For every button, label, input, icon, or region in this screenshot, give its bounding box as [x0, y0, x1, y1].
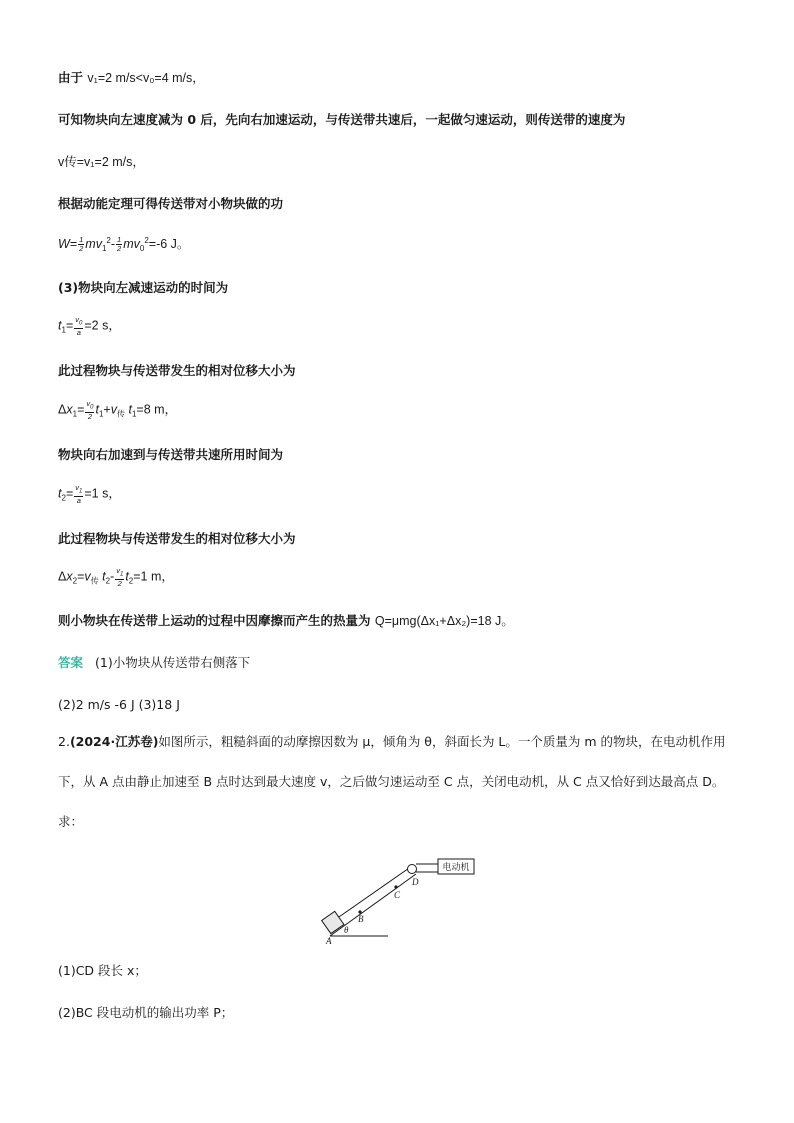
label-d: D [412, 877, 419, 887]
line-belt-speed: v传=v₁=2 m/s， [58, 155, 145, 169]
answer-line-1 [58, 654, 250, 672]
incline-figure [316, 856, 480, 946]
line-speed-compare [58, 69, 205, 87]
t2-result: =1 s， [84, 486, 121, 501]
line-work-intro: 根据动能定理可得传送带对小物块做的功 [58, 196, 284, 211]
answer-line-2: (2)2 m/s -6 J (3)18 J [58, 697, 180, 712]
line-t1-equation: $t_1=$ $\frac{v_0}{a}$ =2 s， [58, 315, 121, 337]
label-b: B [358, 914, 364, 924]
label-a: A [326, 936, 332, 946]
line-rel-disp-2-intro: 此过程物块与传送带发生的相对位移大小为 [58, 531, 296, 546]
dx1-result: =8 m， [136, 402, 178, 417]
line-t2-equation: $t_2=$ $\frac{v_1}{a}$ =1 s， [58, 483, 121, 505]
work-result: =-6 J。 [148, 237, 190, 251]
answer-part1: (1)小物块从传送带右侧落下 [95, 655, 251, 670]
sub-question-1: (1)CD 段长 x； [58, 963, 147, 978]
text: 则小物块在传送带上运动的过程中因摩擦而产生的热量为 [58, 613, 375, 628]
point-c-marker [394, 885, 397, 888]
answer-tag: 答案 [58, 655, 84, 670]
line-dx2-equation: $\Delta x_2=v_传$ $t_2-$ $\frac{v_1}{2}$ $t_2=1$ m， [58, 566, 174, 588]
question-2 [58, 722, 748, 842]
line-part3-intro: (3)物块向左减速运动的时间为 [58, 280, 229, 295]
question-text: 如图所示，粗糙斜面的动摩擦因数为 μ，倾角为 θ，斜面长为 L。一个质量为 m 的物块，在电动机作用下，从 A 点由静止加速至 B 点时达到最大速度 v，之后做匀速运动至 C 点，关闭电动机，从 C 点又恰好到达最高点 D。求： [58, 734, 726, 829]
math-speed-compare: v₁=2 m/s<v₀=4 m/s， [87, 71, 205, 85]
line-heat [58, 612, 514, 630]
line-dx1-equation: $\Delta x_1=$ $\frac{v_0}{2}$ $t_1+v_传$ $t_1=8$ m， [58, 399, 178, 421]
sub-question-2: (2)BC 段电动机的输出功率 P； [58, 1005, 234, 1020]
line-work-equation: W= $\frac{1}{2}$ $mv_1^2-$ $\frac{1}{2}$ $mv_0^2=-6$ J。 [58, 235, 190, 254]
label-c: C [394, 890, 401, 900]
belt-lower [330, 874, 416, 936]
label-theta: θ [344, 925, 349, 935]
motor-label: 电动机 [442, 863, 470, 873]
dx2-result: =1 m， [133, 569, 174, 584]
question-number: 2. [58, 734, 70, 749]
t1-result: =2 s， [84, 318, 121, 333]
line-conclusion: 可知物块向左速度减为 0 后，先向右加速运动，与传送带共速后，一起做匀速运动，则传送带的速度为 [58, 112, 626, 127]
pulley [408, 865, 417, 874]
question-source: (2024·江苏卷) [69, 734, 159, 749]
line-rel-disp-1-intro: 此过程物块与传送带发生的相对位移大小为 [58, 363, 296, 378]
line-accel-intro: 物块向右加速到与传送带共速所用时间为 [58, 447, 284, 462]
block [322, 911, 344, 933]
text: 由于 [58, 70, 88, 85]
heat-equation: Q=μmg(Δx₁+Δx₂)=18 J。 [374, 614, 514, 628]
